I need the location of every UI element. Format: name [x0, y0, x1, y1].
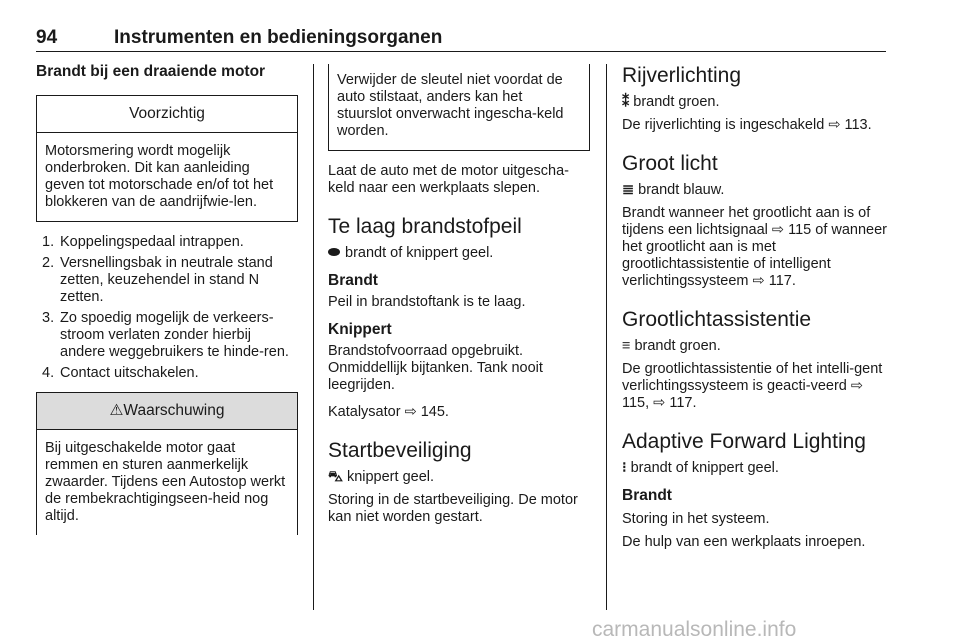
column-divider [606, 64, 607, 610]
page-number: 94 [36, 27, 58, 48]
column-divider [313, 64, 314, 610]
afl-icon: ⁝ [622, 460, 627, 476]
page-title: Instrumenten en bedieningsorganen [114, 27, 443, 48]
afl-lit-text-2: De hulp van een werkplaats inroepen. [622, 534, 866, 550]
afl-title: Adaptive Forward Lighting [622, 430, 866, 453]
fuel-lit-text: Peil in brandstoftank is te laag. [328, 294, 526, 310]
column-3 [622, 64, 890, 551]
afl-indicator: ⁝ brandt of knippert geel. [622, 460, 779, 476]
warning-header [37, 393, 297, 430]
hb-assist-indicator: ≡ brandt groen. [622, 338, 721, 354]
immobiliser-car-key-icon: ⛍ [328, 469, 343, 485]
caution-body: Motorsmering wordt mogelijk onderbroken. Dit kan aanleiding geven tot motorschade en/of tot het blokkeren van de aandrijfwie-len. [45, 143, 274, 210]
list-item: 2. Versnellingsbak in neutrale stand zetten, keuzehendel in stand N zetten. [42, 255, 273, 305]
low-beam-icon: ⁑ [622, 94, 630, 110]
afl-lit-text-1: Storing in het systeem. [622, 511, 770, 527]
list-item: 3. Zo spoedig mogelijk de verkeers-stroom verlaten zonder hierbij andere weggebruikers te hinde-ren. [42, 310, 289, 360]
hb-assist-text: De grootlichtassistentie of het intelli-gent verlichtingssysteem is geacti-veerd ⇨ 115, ⇨ 117. [622, 361, 883, 411]
caution-title: Voorzichtig [37, 96, 297, 133]
low-beam-text: De rijverlichting is ingeschakeld ⇨ 113. [622, 117, 872, 133]
column-2 [328, 64, 590, 526]
tow-text: Laat de auto met de motor uitgescha-keld naar een werkplaats slepen. [328, 163, 570, 196]
warning-title: Waarschuwing [123, 402, 225, 419]
warning-triangle-icon: ⚠ [109, 402, 124, 419]
fuel-indicator: brandt of knippert geel. [328, 245, 590, 262]
list-item: 1. Koppelingspedaal intrappen. [42, 234, 244, 250]
immobiliser-text: Storing in de startbeveiliging. De motor kan niet worden gestart. [328, 492, 578, 525]
fuel-title: Te laag brandstofpeil [328, 215, 522, 238]
caution-box [36, 95, 298, 222]
high-beam-title: Groot licht [622, 152, 718, 175]
fuel-flash-text: Brandstofvoorraad opgebruikt. Onmiddellijk bijtanken. Tank nooit leegrijden. [328, 343, 543, 393]
immobiliser-title: Startbeveiliging [328, 439, 472, 462]
afl-lit-title: Brandt [622, 487, 672, 504]
warning-box [36, 392, 298, 535]
hb-assist-title: Grootlichtassistentie [622, 308, 812, 331]
high-beam-icon: ≣ [622, 182, 635, 198]
fuel-warning-icon [328, 248, 340, 256]
high-beam-text: Brandt wanneer het grootlicht aan is of tijdens een lichtsignaal ⇨ 115 of wanneer het grootlicht aan is met grootlichtassistentie of intelligent verlichtingssysteem ⇨ 117. [622, 205, 887, 289]
section-heading: Brandt bij een draaiende motor [36, 63, 266, 80]
steps-list [36, 234, 298, 382]
warning-continuation: Verwijder de sleutel niet voordat de auto stilstaat, anders kan het stuurslot onverwacht ingescha-keld worden. [328, 64, 590, 151]
immobiliser-indicator: ⛍ knippert geel. [328, 469, 435, 485]
watermark: carmanualsonline.info [592, 618, 797, 641]
low-beam-indicator: ⁑ brandt groen. [622, 94, 720, 110]
high-beam-assist-icon: ≡ [622, 338, 631, 354]
column-1 [36, 64, 298, 535]
high-beam-indicator: ≣ brandt blauw. [622, 182, 725, 198]
warning-body: Bij uitgeschakelde motor gaat remmen en sturen aanmerkelijk zwaarder. Tijdens een Autostop werkt de rembekrachtigingseen-heid nog altijd. [45, 440, 286, 524]
low-beam-title: Rijverlichting [622, 64, 742, 87]
page-header [36, 27, 886, 52]
list-item: 4. Contact uitschakelen. [42, 365, 199, 381]
fuel-flash-title: Knippert [328, 321, 392, 338]
fuel-lit-title: Brandt [328, 272, 378, 289]
fuel-ref: Katalysator ⇨ 145. [328, 404, 449, 420]
